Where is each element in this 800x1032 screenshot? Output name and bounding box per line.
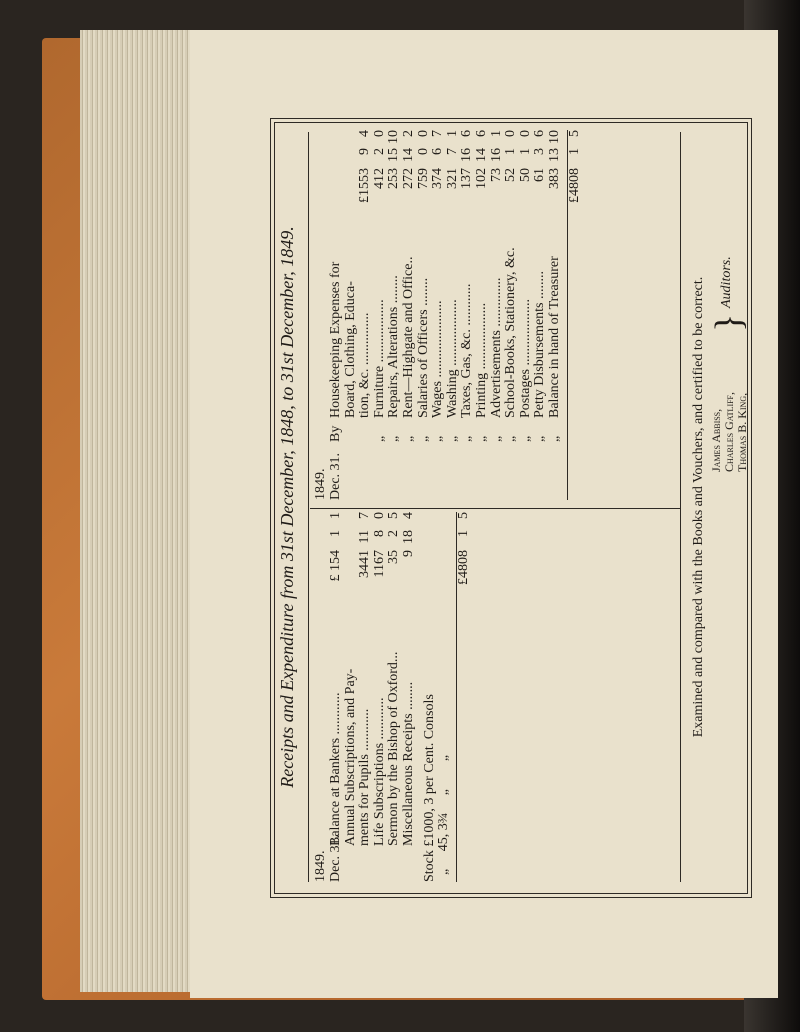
- row-amount: 102146: [473, 130, 489, 189]
- table-row: [504, 130, 519, 500]
- row-description: Salaries of Officers ........: [415, 277, 431, 418]
- receipts-total: [456, 512, 472, 882]
- rotated-accounts-table: [274, 122, 750, 892]
- table-row: [373, 512, 388, 882]
- row-amount: 116780: [371, 512, 387, 578]
- table-row: [533, 130, 548, 500]
- row-by: „: [488, 435, 504, 442]
- row-description: Life Subscriptions ............: [371, 697, 387, 846]
- row-description: Rent—Highgate and Office..: [400, 256, 416, 418]
- row-amount: 272142: [400, 130, 416, 189]
- table-row: [431, 130, 446, 500]
- row-amount: 3831310: [546, 130, 562, 189]
- row-description: tion, &c. ...............: [357, 312, 373, 418]
- row-amount: 6136: [532, 130, 548, 182]
- row-description: Postages ...................: [517, 299, 533, 418]
- row-by: „: [400, 435, 416, 442]
- stock-rows: [423, 512, 452, 882]
- expenditure-year: 1849.: [313, 468, 328, 500]
- row-amount: 73161: [488, 130, 504, 182]
- expenditure-rows: [329, 130, 563, 500]
- table-row: [460, 130, 475, 500]
- auditors-label: Auditors.: [719, 256, 734, 308]
- certification-note: Examined and compared with the Books and Vouchers, and certified to be correct.: [691, 276, 706, 738]
- row-amount: 2531510: [386, 130, 402, 189]
- row-description: Furniture ..................: [371, 299, 387, 418]
- auditor-names: [710, 392, 749, 472]
- row-by: „: [386, 435, 402, 442]
- table-row: [402, 130, 417, 500]
- stock-line: Stock £1000, 3 per Cent. Consols: [421, 694, 437, 882]
- row-description: Repairs, Alterations ........: [386, 275, 402, 418]
- row-by: „: [415, 435, 431, 442]
- row-by: By: [328, 425, 343, 442]
- table-row: [387, 130, 402, 500]
- row-description: Sermon by the Bishop of Oxford...: [386, 651, 402, 846]
- table-row: [490, 130, 505, 500]
- row-description: ments for Pupils ............: [357, 708, 373, 846]
- table-row: [358, 512, 373, 882]
- row-amount: 3441117: [357, 512, 373, 578]
- row-amount: 9184: [400, 512, 416, 557]
- table-row: [329, 130, 344, 500]
- header-rule: [308, 132, 309, 882]
- table-row: [446, 130, 461, 500]
- table-row: [358, 130, 373, 500]
- row-by: „: [473, 435, 489, 442]
- table-row: [475, 130, 490, 500]
- row-description: Annual Subscriptions, and Pay-: [342, 668, 358, 846]
- row-amount: 32171: [444, 130, 460, 189]
- row-amount: £ 15411: [328, 512, 343, 582]
- table-row: [548, 130, 563, 500]
- row-by: „: [503, 435, 519, 442]
- row-amount: [329, 130, 344, 212]
- row-by: „: [532, 435, 548, 442]
- row-by: „: [546, 435, 562, 442]
- stock-line: „ 45, 3¾ „ „: [436, 754, 452, 882]
- row-description: Miscellaneous Receipts ........: [400, 681, 416, 846]
- table-row: [329, 512, 344, 882]
- row-description: School-Books, Stationery, &c.: [503, 247, 519, 418]
- row-by: „: [430, 435, 446, 442]
- row-amount: 3525: [386, 512, 402, 564]
- row-date: Dec. 31.: [328, 452, 343, 500]
- table-row: [387, 512, 402, 882]
- row-by: „: [517, 435, 533, 442]
- auditor-name: Charles Gatliff,: [722, 391, 736, 472]
- table-row: [373, 130, 388, 500]
- row-amount: [344, 512, 359, 594]
- receipts-year: 1849.: [313, 850, 328, 882]
- row-amount: 5210: [503, 130, 519, 182]
- row-by: „: [444, 435, 460, 442]
- footer-rule: [680, 132, 681, 882]
- row-description: Board, Clothing, Educa-: [342, 281, 358, 418]
- table-row: [344, 512, 359, 882]
- receipts-column: [314, 512, 471, 882]
- table-row: [402, 512, 417, 882]
- auditor-name: Thomas B. King,: [735, 392, 749, 472]
- receipts-rows: [329, 512, 417, 882]
- row-date: Dec. 31.: [328, 834, 343, 882]
- column-divider: [310, 508, 680, 509]
- row-description: Balance at Bankers ............: [328, 692, 343, 846]
- brace-icon: }: [708, 313, 750, 332]
- page-edges: [80, 30, 200, 992]
- row-description: Washing ...................: [444, 299, 460, 418]
- row-description: Balance in hand of Treasurer: [546, 256, 562, 418]
- row-description: Advertisements ..............: [488, 277, 504, 418]
- row-amount: £155394: [357, 130, 373, 203]
- receipts-total-amount: £480815: [455, 512, 471, 585]
- row-description: Wages ......................: [430, 300, 446, 418]
- row-description: Housekeeping Expenses for: [328, 261, 343, 418]
- page-title: Receipts and Expenditure from 31st December, 1848, to 31st December, 1849.: [277, 226, 297, 788]
- row-amount: 37467: [430, 130, 446, 189]
- row-description: Petty Disbursements ........: [532, 271, 548, 418]
- row-amount: 137166: [459, 130, 475, 189]
- row-amount: 41220: [371, 130, 387, 189]
- expenditure-column: [314, 130, 582, 500]
- table-row: [344, 130, 359, 500]
- row-by: „: [371, 435, 387, 442]
- row-amount: 5010: [517, 130, 533, 182]
- row-description: Printing ...................: [473, 302, 489, 418]
- expenditure-total-amount: £480815: [566, 130, 582, 203]
- row-description: Taxes, Gas, &c. ............: [459, 283, 475, 418]
- expenditure-total: [567, 130, 583, 500]
- row-amount: 75900: [415, 130, 431, 189]
- auditor-name: James Abbiss,: [709, 408, 723, 472]
- row-amount: [344, 130, 359, 212]
- table-row: [519, 130, 534, 500]
- table-row: [417, 130, 432, 500]
- row-by: „: [459, 435, 475, 442]
